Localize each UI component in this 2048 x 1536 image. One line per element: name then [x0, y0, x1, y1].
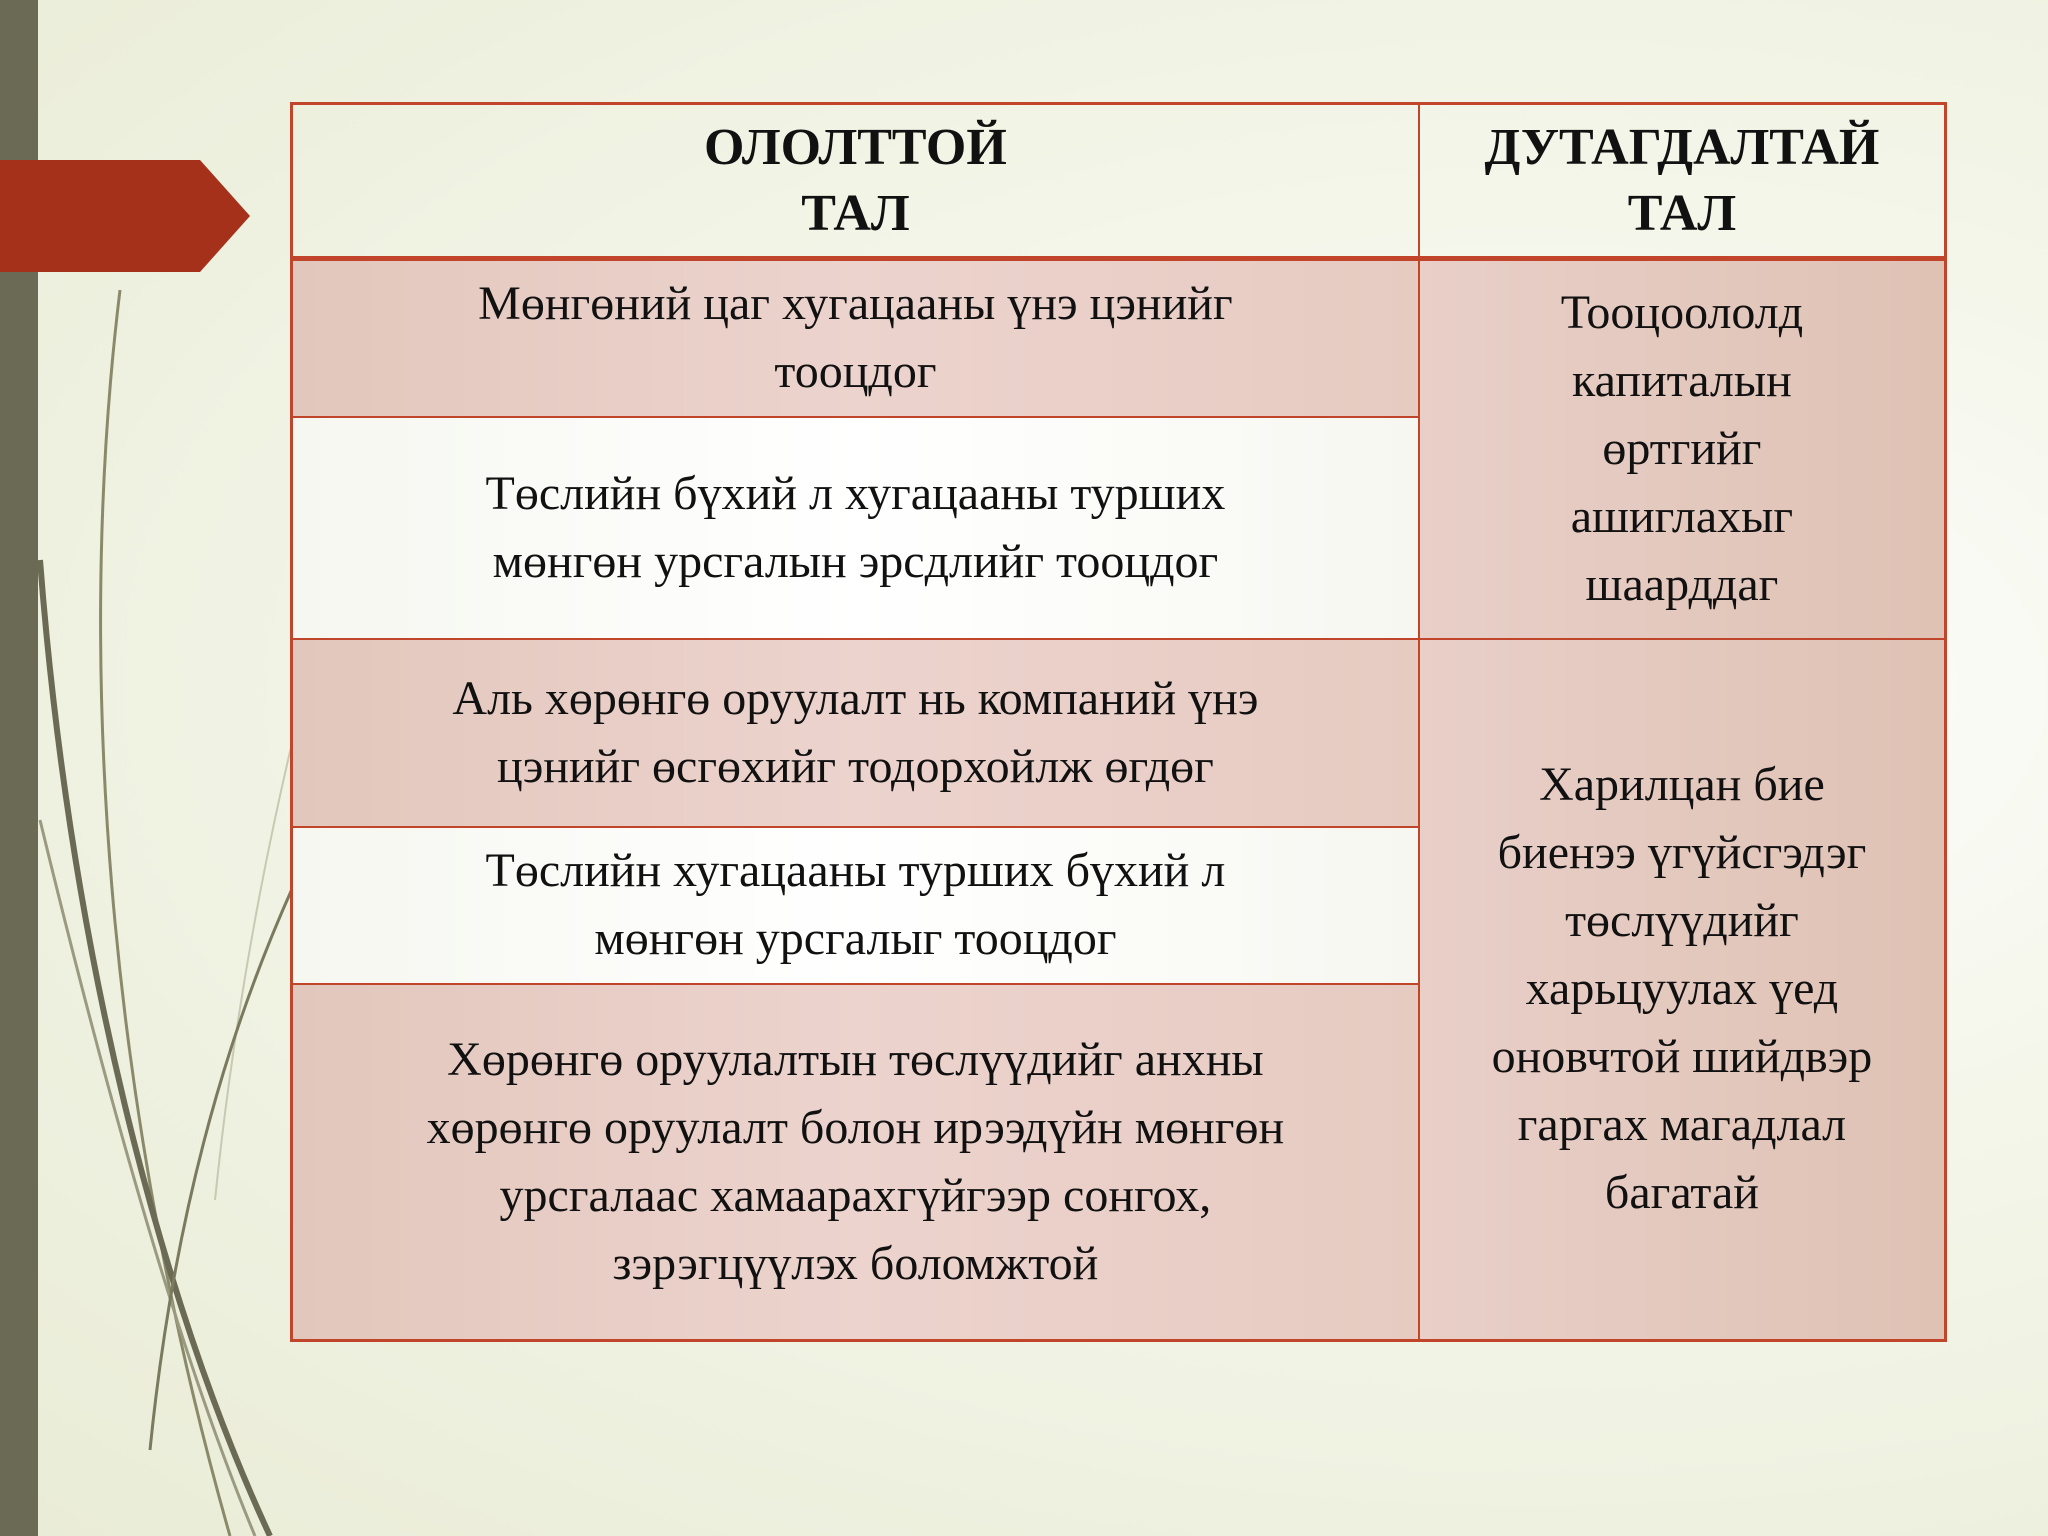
arrow-marker-icon: [0, 160, 250, 272]
header-advantages-label: ОЛОЛТТОЙ ТАЛ: [704, 118, 1007, 242]
advantage-text: Хөрөнгө оруулалтын төслүүдийг анхны хөрөнгө оруулалт болон ирээдүйн мөнгөн урсгалаас хамаарахгүйгээр сонгох, зэрэгцүүлэх боломжтой: [426, 1032, 1285, 1290]
disadvantage-cell: [1419, 259, 1946, 639]
header-advantages: [292, 104, 1419, 259]
advantage-cell: [292, 984, 1419, 1341]
advantage-cell: [292, 639, 1419, 827]
header-disadvantages: [1419, 104, 1946, 259]
advantage-text: Аль хөрөнгө оруулалт нь компаний үнэ цэнийг өсгөхийг тодорхойлж өгдөг: [452, 671, 1259, 793]
disadvantage-text: Тооцоололд капиталын өртгийг ашиглахыг шаарддаг: [1560, 286, 1804, 612]
header-disadvantages-label: ДУТАГДАЛТАЙ ТАЛ: [1484, 118, 1880, 242]
disadvantage-text: Харилцан бие биенээ үгүйсгэдэг төслүүдийг харьцуулах үед оновчтой шийдвэр гаргах магадлал багатай: [1491, 758, 1873, 1220]
advantage-cell: [292, 417, 1419, 639]
comparison-table: [290, 102, 1947, 1342]
advantage-cell: [292, 827, 1419, 984]
disadvantage-cell: [1419, 639, 1946, 1341]
advantage-text: Мөнгөний цаг хугацааны үнэ цэнийг тооцдог: [478, 277, 1233, 399]
advantage-cell: [292, 259, 1419, 417]
advantage-text: Төслийн бүхий л хугацааны турших мөнгөн урсгалын эрсдлийг тооцдог: [485, 466, 1226, 588]
advantage-text: Төслийн хугацааны турших бүхий л мөнгөн урсгалыг тооцдог: [485, 844, 1226, 965]
